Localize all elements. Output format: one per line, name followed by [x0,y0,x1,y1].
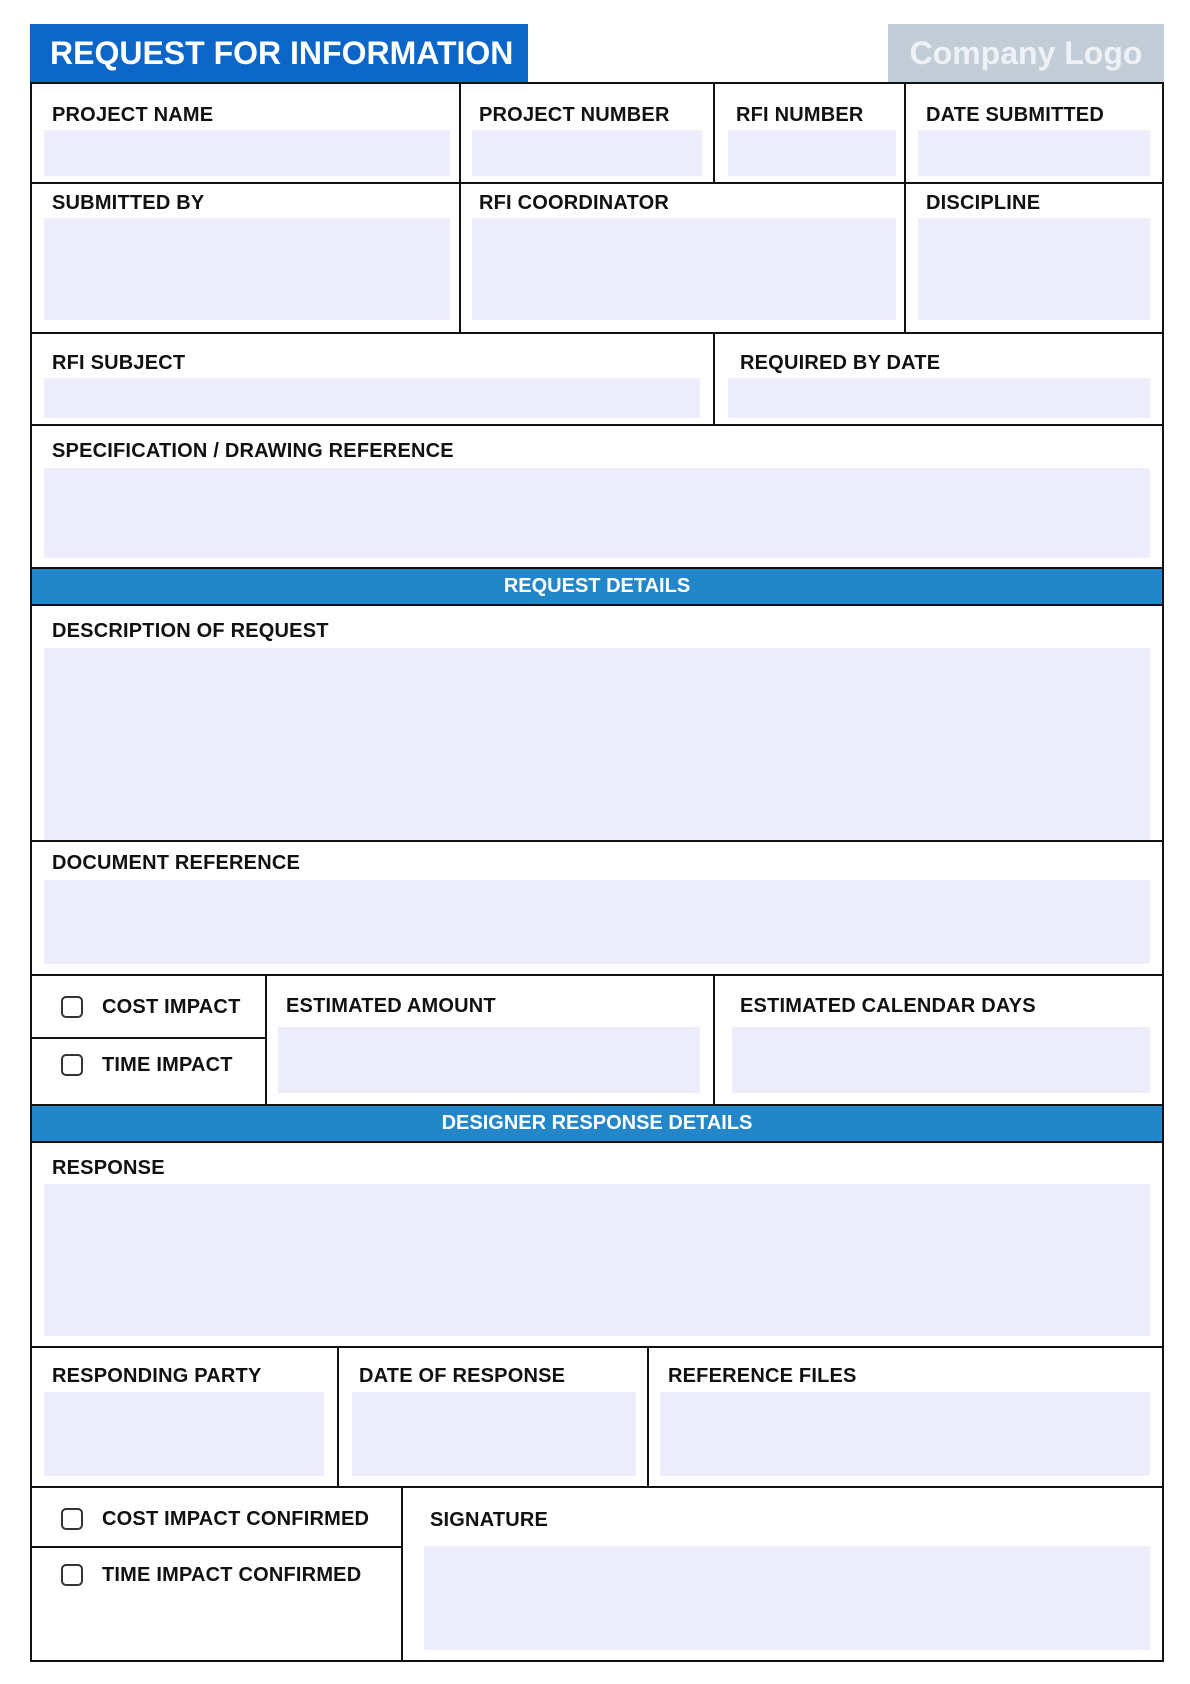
divider [459,182,461,332]
submitted-by-input[interactable] [44,218,450,320]
divider [30,1486,1164,1488]
reference-files-input[interactable] [660,1392,1150,1476]
form-title: REQUEST FOR INFORMATION [30,24,528,82]
responding-party-label: RESPONDING PARTY [52,1365,262,1387]
divider [904,82,906,182]
description-input[interactable] [44,648,1150,840]
date-of-response-input[interactable] [352,1392,636,1476]
description-label: DESCRIPTION OF REQUEST [52,620,329,642]
required-by-date-input[interactable] [728,378,1150,418]
discipline-label: DISCIPLINE [926,192,1041,214]
document-reference-label: DOCUMENT REFERENCE [52,852,301,874]
response-input[interactable] [44,1184,1150,1336]
response-label: RESPONSE [52,1157,165,1179]
time-impact-confirmed-checkbox[interactable] [61,1564,83,1586]
rfi-coordinator-label: RFI COORDINATOR [479,192,670,214]
divider [30,1346,1164,1348]
signature-label: SIGNATURE [430,1509,549,1531]
divider [30,1141,1164,1143]
divider [713,974,715,1104]
spec-reference-label: SPECIFICATION / DRAWING REFERENCE [52,440,454,462]
cost-impact-label: COST IMPACT [102,996,241,1018]
divider [337,1346,339,1486]
divider [265,974,267,1104]
discipline-input[interactable] [918,218,1150,320]
divider [401,1486,403,1662]
project-name-input[interactable] [44,130,450,176]
time-impact-checkbox[interactable] [61,1054,83,1076]
date-submitted-label: DATE SUBMITTED [926,104,1104,126]
rfi-subject-input[interactable] [44,378,700,418]
project-name-label: PROJECT NAME [52,104,214,126]
divider [30,1104,1164,1106]
document-reference-input[interactable] [44,880,1150,964]
divider [30,1546,402,1548]
divider [30,567,1164,569]
divider [647,1346,649,1486]
divider [459,82,461,182]
divider [30,604,1164,606]
cost-impact-checkbox[interactable] [61,996,83,1018]
rfi-number-label: RFI NUMBER [736,104,864,126]
rfi-coordinator-input[interactable] [472,218,896,320]
estimated-amount-label: ESTIMATED AMOUNT [286,995,496,1017]
date-of-response-label: DATE OF RESPONSE [359,1365,566,1387]
divider [30,332,1164,334]
divider [30,182,1164,184]
date-submitted-input[interactable] [918,130,1150,176]
designer-response-heading: DESIGNER RESPONSE DETAILS [32,1105,1162,1141]
submitted-by-label: SUBMITTED BY [52,192,205,214]
estimated-days-input[interactable] [732,1027,1150,1093]
signature-input[interactable] [424,1546,1150,1650]
divider [904,182,906,332]
rfi-number-input[interactable] [728,130,896,176]
project-number-label: PROJECT NUMBER [479,104,670,126]
divider [30,1037,266,1039]
divider [30,840,1164,842]
estimated-amount-input[interactable] [278,1027,700,1093]
required-by-date-label: REQUIRED BY DATE [740,352,941,374]
project-number-input[interactable] [472,130,702,176]
rfi-subject-label: RFI SUBJECT [52,352,186,374]
responding-party-input[interactable] [44,1392,324,1476]
reference-files-label: REFERENCE FILES [668,1365,857,1387]
spec-reference-input[interactable] [44,468,1150,558]
divider [30,424,1164,426]
divider [713,332,715,424]
estimated-days-label: ESTIMATED CALENDAR DAYS [740,995,1036,1017]
request-details-heading: REQUEST DETAILS [32,568,1162,604]
divider [713,82,715,182]
divider [30,974,1164,976]
company-logo: Company Logo [888,24,1164,82]
cost-impact-confirmed-label: COST IMPACT CONFIRMED [102,1508,370,1530]
cost-impact-confirmed-checkbox[interactable] [61,1508,83,1530]
time-impact-confirmed-label: TIME IMPACT CONFIRMED [102,1564,362,1586]
time-impact-label: TIME IMPACT [102,1054,233,1076]
